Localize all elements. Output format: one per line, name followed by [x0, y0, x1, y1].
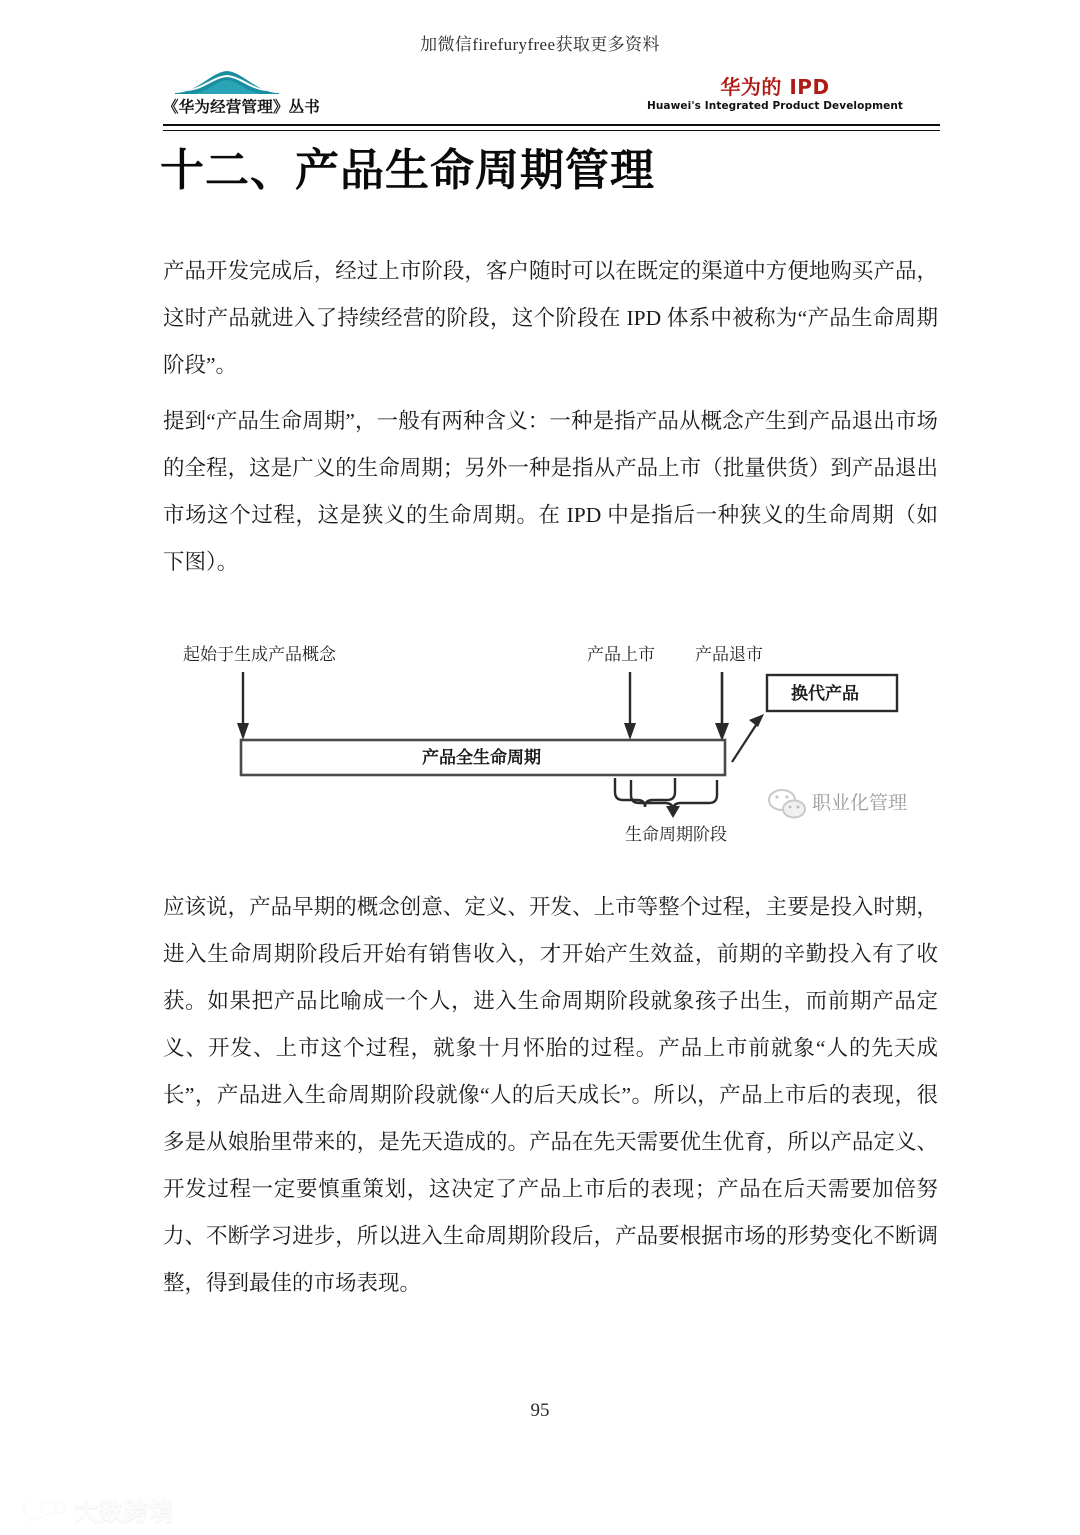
- header-brand: [610, 76, 940, 112]
- wechat-icon: [769, 790, 805, 818]
- mountain-arc-logo-icon: [171, 68, 283, 94]
- paragraph-2: 提到“产品生命周期”，一般有两种含义：一种是指产品从概念产生到产品退出市场的全程，这是广义的生命周期；另外一种是指从产品上市（批量供货）到产品退出市场这个过程，这是狭义的生命周期。在 IPD 中是指后一种狭义的生命周期（如下图）。: [163, 409, 938, 574]
- arrow-retire-icon: [715, 672, 729, 741]
- page-header: [163, 68, 940, 126]
- figure-label-launch: 产品上市: [587, 645, 655, 665]
- figure-label-start: 起始于生成产品概念: [183, 645, 336, 665]
- header-series-title: 《华为经营管理》丛书: [163, 98, 321, 116]
- figure-label-retire: 产品退市: [695, 645, 763, 665]
- bottom-watermark: [22, 1492, 174, 1527]
- figure-label-lifecycle: 产品全生命周期: [422, 748, 541, 768]
- figure-box-lifecycle: [241, 740, 725, 775]
- top-watermark: 加微信firefuryfree获取更多资料: [420, 35, 660, 54]
- figure-label-replacement: 换代产品: [791, 684, 859, 704]
- arrow-replacement-icon: [732, 714, 764, 762]
- lifecycle-figure: [160, 620, 950, 860]
- page-number: 95: [530, 1400, 550, 1421]
- arrow-launch-icon: [624, 672, 636, 740]
- figure-box-replacement: [767, 675, 897, 711]
- figure-watermark-label: 职业化管理: [812, 792, 908, 814]
- header-divider: [163, 124, 940, 131]
- figure-watermark: [769, 790, 907, 818]
- brand-title-cn: 华为的 IPD: [720, 75, 830, 99]
- arrow-start-icon: [237, 672, 249, 740]
- paragraph-3: 应该说，产品早期的概念创意、定义、开发、上市等整个过程，主要是投入时期，进入生命周期阶段后开始有销售收入，才开始产生效益，前期的辛勤投入有了收获。如果把产品比喻成一个人，进入生命周期阶段就象孩子出生，而前期产品定义、开发、上市这个过程，就象十月怀胎的过程。产品上市前就象“人的先天成长”，产品进入生命周期阶段就像“人的后天成长”。所以，产品上市后的表现，很多是从娘胎里带来的，是先天造成的。产品在先天需要优生优育，所以产品定义、开发过程一定要慎重策划，这决定了产品上市后的表现；产品在后天需要加倍努力、不断学习进步，所以进入生命周期阶段后，产品要根据市场的形势变化不断调整，得到最佳的市场表现。: [163, 895, 938, 1295]
- brand-title-en: Huawei's Integrated Product Development: [646, 100, 904, 113]
- figure-brace-icon: [615, 778, 717, 818]
- bottom-watermark-icon: [22, 1497, 66, 1523]
- header-left: [163, 68, 493, 117]
- page-title: 十二、产品生命周期管理: [160, 145, 655, 196]
- bottom-watermark-label: 大数跨境: [74, 1498, 174, 1526]
- paragraph-1: 产品开发完成后，经过上市阶段，客户随时可以在既定的渠道中方便地购买产品，这时产品就进入了持续经营的阶段，这个阶段在 IPD 体系中被称为“产品生命周期阶段”。: [163, 259, 938, 377]
- figure-label-brace: 生命周期阶段: [625, 825, 727, 845]
